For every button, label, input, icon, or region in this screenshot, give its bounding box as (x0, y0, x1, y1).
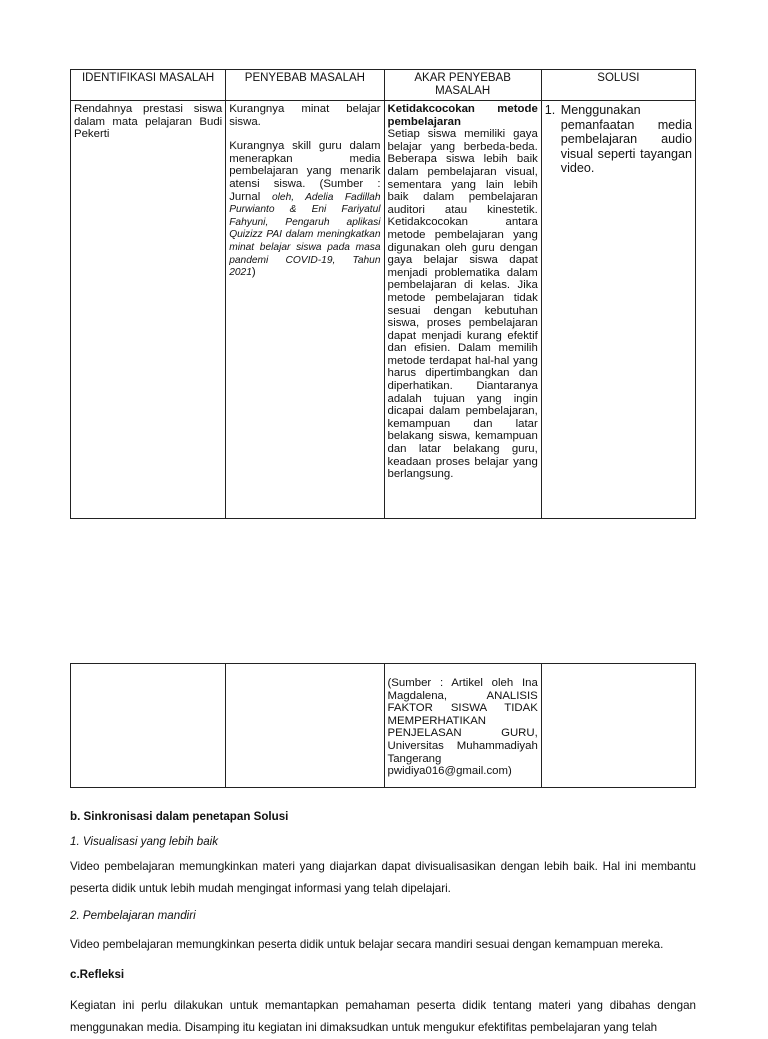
cell-empty-1 (71, 664, 226, 788)
cell-empty-4 (541, 664, 695, 788)
solusi-text: Menggunakan pemanfaatan media pembelajaran audio visual seperti tayangan video. (560, 103, 692, 176)
section-b-paragraph-2: Video pembelajaran memungkinkan peserta didik untuk belajar secara mandiri sesuai dengan kemampuan mereka. (70, 938, 664, 951)
cell-empty-2 (226, 664, 384, 788)
problem-analysis-table-continued (70, 663, 696, 788)
cell-identifikasi: Rendahnya prestasi siswa dalam mata pelajaran Budi Pekerti (71, 101, 226, 519)
section-b-subheading-2: 2. Pembelajaran mandiri (70, 909, 196, 922)
table-header-row (71, 70, 696, 101)
penyebab-2 (229, 140, 380, 279)
header-solusi: SOLUSI (541, 70, 695, 101)
akar-title: Ketidakcocokan metode pembelajaran (387, 103, 538, 128)
penyebab-close: ) (251, 266, 256, 279)
akar-body: Setiap siswa memiliki gaya belajar yang berbeda-beda. Beberapa siswa lebih baik dalam pembelajaran visual, sementara yang lain lebih baik dalam pembelajaran auditori atau kinestetik. Ketidakcocokan antara metode pembelajaran yang digunakan oleh guru dengan gaya belajar siswa dapat menjadi problematika dalam pembelajaran di kelas. Jika metode pembelajaran tidak sesuai dengan kebutuhan siswa, proses pembelajaran dapat menjadi kurang efektif dan efisien. Dalam memilih metode terdapat hal-hal yang harus dipertimbangkan dan diperhatikan. Diantaranya adalah tujuan yang ingin dicapai dalam pembelajaran, kemampuan dan latar belakang siswa, kemampuan dan latar belakang guru, keadaan proses belajar yang berlangsung. (387, 128, 538, 481)
section-c-paragraph-1: Kegiatan ini perlu dilakukan untuk memantapkan pemahaman peserta didik tentang materi yang dibahas dengan menggunakan media. Disamping itu kegiatan ini dimaksudkan untuk mengukur efektifitas pembelajaran yang telah (70, 999, 696, 1034)
header-identifikasi: IDENTIFIKASI MASALAH (71, 70, 226, 101)
solusi-list-item (545, 103, 692, 176)
header-akar: AKAR PENYEBAB MASALAH (384, 70, 541, 101)
penyebab-2-text: Kurangnya skill guru dalam menerapkan media pembelajaran yang menarik atensi siswa. (Sumber : Jurnal (229, 140, 381, 203)
table-row (71, 664, 696, 788)
header-penyebab: PENYEBAB MASALAH (226, 70, 384, 101)
problem-analysis-table (70, 69, 696, 519)
cell-solusi (541, 101, 695, 519)
section-b-subheading-1: 1. Visualisasi yang lebih baik (70, 835, 219, 848)
section-b-heading: b. Sinkronisasi dalam penetapan Solusi (70, 810, 289, 823)
penyebab-source: oleh, Adelia Fadillah Purwianto & Eni Fariyatul Fahyuni, Pengaruh aplikasi Quizizz PAI dalam meningkatkan minat belajar siswa pada masa pandemi COVID-19, Tahun 2021 (229, 191, 381, 279)
table-row (71, 101, 696, 519)
cell-penyebab (226, 101, 384, 519)
cell-akar (384, 101, 541, 519)
section-b-paragraph-1: Video pembelajaran memungkinkan materi yang diajarkan dapat divisualisasikan dengan lebih baik. Hal ini membantu peserta didik untuk lebih mudah mengingat informasi yang telah dipelajari. (70, 860, 696, 895)
section-c-heading: c.Refleksi (70, 968, 125, 981)
penyebab-1: Kurangnya minat belajar siswa. (229, 103, 381, 128)
solusi-number: 1. (544, 103, 556, 117)
cell-akar-source: (Sumber : Artikel oleh Ina Magdalena, ANALISIS FAKTOR SISWA TIDAK MEMPERHATIKAN PENJELASAN GURU, Universitas Muhammadiyah Tangerang pwidiya016@gmail.com) (384, 664, 541, 788)
